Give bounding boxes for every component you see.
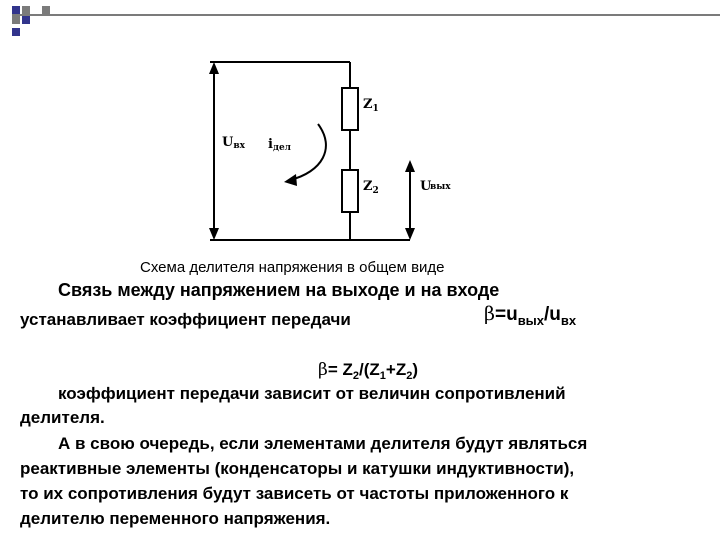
- beta-symbol: β: [318, 360, 328, 380]
- z1-subscript: 1: [372, 104, 379, 114]
- text-line-1: Связь между напряжением на выходе и на входе: [58, 280, 500, 300]
- text-line-6: А в свою очередь, если элементами делителя будут являться: [58, 434, 588, 453]
- deco-square: [12, 6, 20, 14]
- resistor-z1: [342, 88, 358, 130]
- deco-square: [42, 6, 50, 14]
- z2-subscript: 2: [372, 186, 379, 196]
- formula1-eq: =u: [494, 304, 518, 325]
- resistor-z2: [342, 170, 358, 212]
- voltage-divider-diagram: [200, 52, 430, 252]
- slide-decoration: [0, 0, 80, 40]
- deco-square: [22, 16, 30, 24]
- text-line-5: делителя.: [20, 408, 105, 427]
- formula2-sub: 2: [406, 370, 413, 382]
- deco-square: [22, 6, 30, 14]
- svg-text:Z2: [363, 179, 379, 196]
- formula1-slash: /u: [544, 304, 561, 325]
- formula1-sub-out: вых: [517, 313, 545, 328]
- current-arc: [290, 124, 326, 180]
- formula2-part: ): [412, 360, 419, 379]
- diagram-caption: Схема делителя напряжения в общем виде: [140, 259, 445, 276]
- arrowhead-up-icon: [405, 160, 415, 172]
- uin-subscript: вх: [233, 141, 245, 151]
- text-line-7: реактивные элементы (конденсаторы и катушки индуктивности),: [20, 459, 575, 478]
- idel-label: i: [268, 137, 273, 152]
- formula2-sub: 2: [352, 370, 359, 382]
- arrowhead-up-icon: [209, 62, 219, 74]
- formula2-part: +Z: [385, 360, 407, 379]
- arrowhead-down-icon: [405, 228, 415, 240]
- formula-transfer-ratio: [484, 303, 576, 326]
- beta-symbol: β: [484, 303, 495, 325]
- z1-label: Z: [363, 97, 373, 112]
- deco-square: [12, 28, 20, 36]
- uout-label: U: [420, 179, 432, 194]
- header-rule: [12, 14, 720, 16]
- uout-subscript: вых: [430, 182, 451, 192]
- text-line-2: устанавливает коэффициент передачи: [20, 310, 351, 329]
- svg-text:Z1: [363, 97, 379, 114]
- arrowhead-left-icon: [284, 174, 297, 186]
- formula2-part: = Z: [327, 360, 353, 379]
- formula-impedance-ratio: [318, 360, 418, 380]
- formula1-sub-in: вх: [560, 313, 577, 328]
- svg-text:Uвх: [222, 135, 246, 151]
- idel-subscript: дел: [272, 143, 292, 153]
- text-line-4: коэффициент передачи зависит от величин сопротивлений: [58, 384, 566, 403]
- uin-label: U: [222, 135, 234, 150]
- arrowhead-down-icon: [209, 228, 219, 240]
- text-line-8: то их сопротивления будут зависеть от частоты приложенного к: [20, 484, 569, 503]
- deco-square: [12, 16, 20, 24]
- formula2-part: /(Z: [359, 360, 380, 379]
- z2-label: Z: [363, 179, 373, 194]
- formula2-sub: 1: [379, 370, 386, 382]
- text-line-9: делителю переменного напряжения.: [20, 509, 331, 528]
- svg-text:iдел: [268, 137, 292, 153]
